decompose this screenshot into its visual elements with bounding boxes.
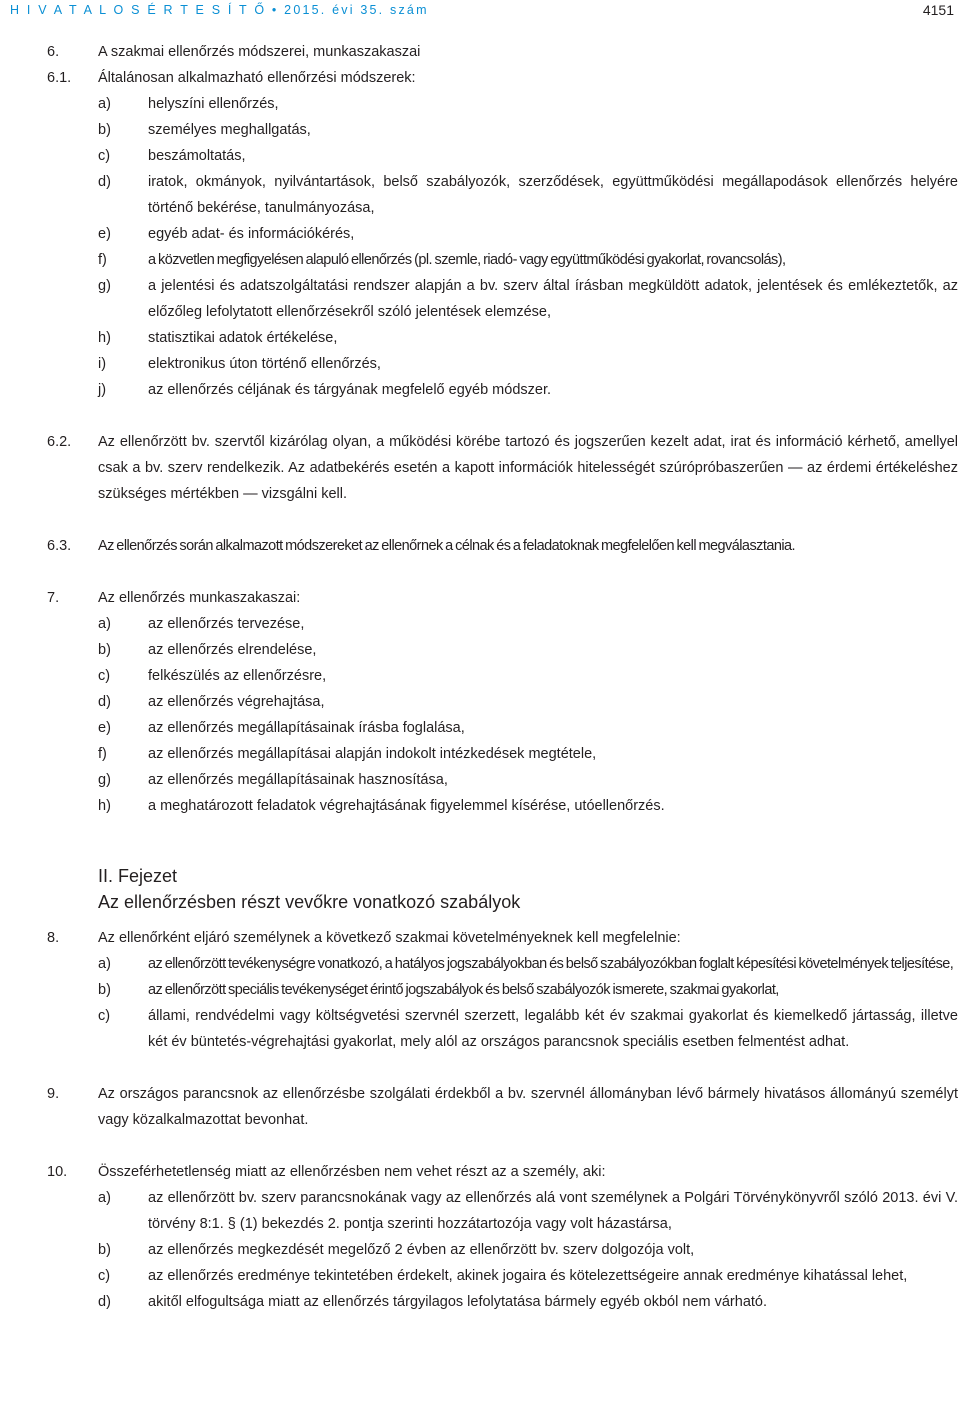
item-text: személyes meghallgatás, (148, 122, 311, 138)
item-text: a jelentési és adatszolgáltatási rendszer alapján a bv. szerv által írásban megküldött adatok, jelentések és emlékeztetők, az előzőleg lefolytatott ellenőrzésekről szóló jelentések elemzése, (148, 278, 958, 320)
section-number: 10. (47, 1164, 68, 1180)
section-8-heading (47, 925, 958, 951)
phase-list (47, 611, 958, 819)
spacer (47, 819, 958, 863)
item-text: az ellenőrzés eredménye tekintetében érdekelt, akinek jogaira és kötelezettségeire annak eredménye kihatással lehet, (148, 1268, 908, 1284)
section-6-1-heading (47, 65, 958, 91)
list-item (47, 951, 958, 977)
list-item (47, 977, 958, 1003)
running-title: H I V A T A L O S É R T E S Í T Ő • 2015. évi 35. szám (10, 3, 429, 17)
item-label: a) (98, 1190, 111, 1206)
item-text: az ellenőrzés elrendelése, (148, 642, 317, 658)
item-label: j) (98, 382, 107, 398)
item-label: g) (98, 772, 111, 788)
item-text: statisztikai adatok értékelése, (148, 330, 338, 346)
item-label: g) (98, 278, 111, 294)
item-label: b) (98, 1242, 111, 1258)
list-item (47, 663, 958, 689)
list-item (47, 325, 958, 351)
spacer (47, 507, 958, 533)
list-item (47, 377, 958, 403)
conflict-list (47, 1185, 958, 1315)
list-item (47, 741, 958, 767)
item-label: d) (98, 174, 111, 190)
section-6-2 (47, 429, 958, 507)
paragraph-text: Az ellenőrzött bv. szervtől kizárólag olyan, a működési körébe tartozó és jogszerűen kezelt adat, irat és információ kérhető, amellyel csak a bv. szerv rendelkezik. Az adatbekérés esetén a kapott információk hitelességét szúrópróbaszerűen — az érdemi értékeléshez szükséges mértékben — vizsgálni kell. (98, 434, 958, 502)
item-text: az ellenőrzés céljának és tárgyának megfelelő egyéb módszer. (148, 382, 552, 398)
item-label: c) (98, 148, 111, 164)
list-item (47, 117, 958, 143)
item-label: h) (98, 330, 111, 346)
item-text: elektronikus úton történő ellenőrzés, (148, 356, 381, 372)
list-item (47, 273, 958, 325)
section-number: 6.2. (47, 434, 72, 450)
list-item (47, 637, 958, 663)
item-label: c) (98, 1008, 111, 1024)
spacer (47, 915, 958, 925)
section-title: Általánosan alkalmazható ellenőrzési módszerek: (98, 70, 416, 86)
section-10-heading (47, 1159, 958, 1185)
list-item (47, 611, 958, 637)
page-header (0, 0, 960, 22)
paragraph-text: Az ellenőrzés során alkalmazott módszereket az ellenőrnek a célnak és a feladatoknak megfelelően kell megválasztania. (98, 538, 796, 554)
item-text: beszámoltatás, (148, 148, 246, 164)
item-text: az ellenőrzött tevékenységre vonatkozó, a hatályos jogszabályokban és belső szabályozókban foglalt képesítési követelmények teljesítése, (148, 956, 954, 972)
list-item (47, 767, 958, 793)
requirement-list (47, 951, 958, 1055)
section-title: Az ellenőrzés munkaszakaszai: (98, 590, 301, 606)
section-title: Összeférhetetlenség miatt az ellenőrzésben nem vehet részt az a személy, aki: (98, 1164, 606, 1180)
paragraph-text: Az országos parancsnok az ellenőrzésbe szolgálati érdekből a bv. szervnél állományban lévő bármely hivatásos állományú személyt vagy közalkalmazottat bevonhat. (98, 1086, 958, 1128)
list-item (47, 689, 958, 715)
spacer (47, 403, 958, 429)
item-label: a) (98, 96, 111, 112)
list-item (47, 1003, 958, 1055)
item-label: a) (98, 956, 111, 972)
list-item (47, 169, 958, 221)
list-item (47, 715, 958, 741)
item-label: h) (98, 798, 111, 814)
section-number: 7. (47, 590, 60, 606)
list-item (47, 143, 958, 169)
item-text: helyszíni ellenőrzés, (148, 96, 279, 112)
section-title: A szakmai ellenőrzés módszerei, munkaszakaszai (98, 44, 421, 60)
item-text: az ellenőrzés végrehajtása, (148, 694, 325, 710)
chapter-title: Az ellenőrzésben részt vevőkre vonatkozó szabályok (98, 892, 521, 912)
item-text: az ellenőrzött bv. szerv parancsnokának vagy az ellenőrzés alá vont személynek a Polgári Törvénykönyvről szóló 2013. évi V. törvény 8:1. § (1) bekezdés 2. pontja szerinti hozzátartozója vagy volt házastársa, (148, 1190, 958, 1232)
section-7-heading (47, 585, 958, 611)
list-item (47, 351, 958, 377)
spacer (47, 559, 958, 585)
section-number: 6. (47, 44, 60, 60)
list-item (47, 1185, 958, 1237)
list-item (47, 247, 958, 273)
item-text: felkészülés az ellenőrzésre, (148, 668, 327, 684)
item-text: az ellenőrzés tervezése, (148, 616, 305, 632)
document-body (47, 39, 958, 1315)
item-text: az ellenőrzés megkezdését megelőző 2 évben az ellenőrzött bv. szerv dolgozója volt, (148, 1242, 695, 1258)
list-item (47, 91, 958, 117)
method-list (47, 91, 958, 403)
list-item (47, 1263, 958, 1289)
item-text: az ellenőrzött speciális tevékenységet érintő jogszabályok és belső szabályozók ismerete, szakmai gyakorlat, (148, 982, 779, 998)
item-label: c) (98, 668, 111, 684)
section-6-3 (47, 533, 958, 559)
item-label: b) (98, 122, 111, 138)
section-number: 8. (47, 930, 60, 946)
section-number: 6.1. (47, 70, 72, 86)
item-text: a meghatározott feladatok végrehajtásának figyelemmel kísérése, utóellenőrzés. (148, 798, 665, 814)
list-item (47, 793, 958, 819)
item-label: e) (98, 226, 111, 242)
item-label: a) (98, 616, 111, 632)
item-label: d) (98, 1294, 111, 1310)
item-text: az ellenőrzés megállapításai alapján indokolt intézkedések megtétele, (148, 746, 597, 762)
section-number: 9. (47, 1086, 60, 1102)
list-item (47, 221, 958, 247)
list-item (47, 1237, 958, 1263)
page-number: 4151 (922, 2, 954, 18)
item-label: e) (98, 720, 111, 736)
spacer (47, 1055, 958, 1081)
item-text: a közvetlen megfigyelésen alapuló ellenőrzés (pl. szemle, riadó- vagy együttműködési gyakorlat, rovancsolás), (148, 252, 786, 268)
item-text: az ellenőrzés megállapításainak írásba foglalása, (148, 720, 465, 736)
item-text: iratok, okmányok, nyilvántartások, belső szabályozók, szerződések, együttműködési megállapodások ellenőrzés helyére történő bekérése, tanulmányozása, (148, 174, 958, 216)
section-6-heading (47, 39, 958, 65)
item-label: f) (98, 746, 107, 762)
item-text: állami, rendvédelmi vagy költségvetési szervnél szerzett, legalább két év szakmai gyakorlat és kiemelkedő jártasság, illetve két év büntetés-végrehajtási gyakorlat, mely alól az országos parancsnok speciális esetben felmentést adhat. (148, 1008, 958, 1050)
section-title: Az ellenőrként eljáró személynek a következő szakmai követelményeknek kell megfelelnie: (98, 930, 681, 946)
list-item (47, 1289, 958, 1315)
item-label: b) (98, 982, 111, 998)
item-text: akitől elfogultsága miatt az ellenőrzés tárgyilagos lefolytatása bármely egyéb okból nem várható. (148, 1294, 768, 1310)
spacer (47, 1133, 958, 1159)
item-label: c) (98, 1268, 111, 1284)
item-label: i) (98, 356, 107, 372)
item-label: f) (98, 252, 107, 268)
item-label: d) (98, 694, 111, 710)
item-text: az ellenőrzés megállapításainak hasznosítása, (148, 772, 448, 788)
section-9 (47, 1081, 958, 1133)
item-text: egyéb adat- és információkérés, (148, 226, 355, 242)
item-label: b) (98, 642, 111, 658)
chapter-label: II. Fejezet (98, 866, 178, 886)
section-number: 6.3. (47, 538, 72, 554)
